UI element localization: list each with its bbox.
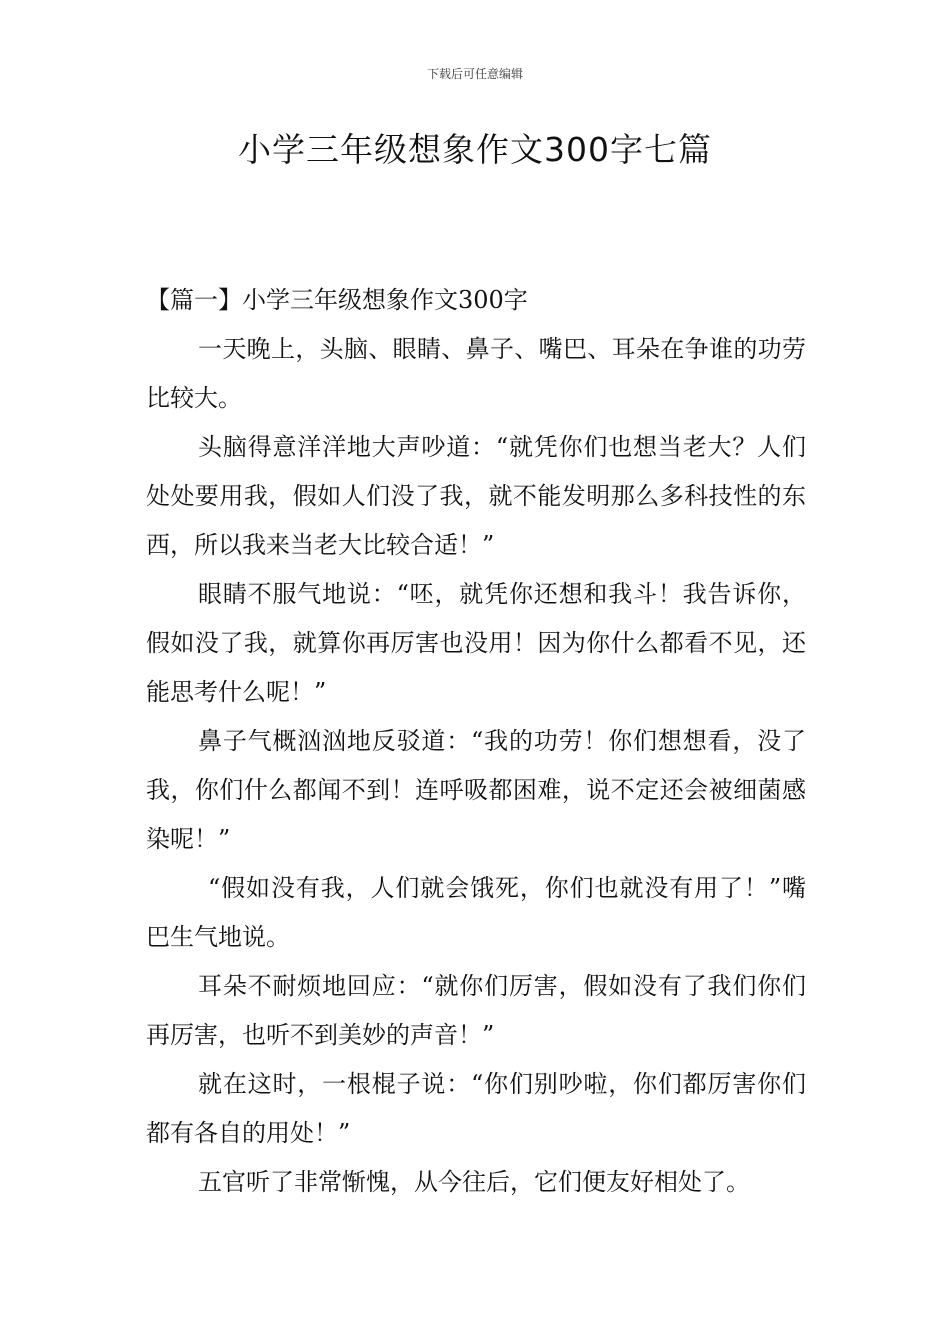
- paragraph: 一天晚上，头脑、眼睛、鼻子、嘴巴、耳朵在争谁的功劳比较大。: [146, 335, 806, 412]
- section-heading: 【篇一】小学三年级想象作文300字: [146, 286, 528, 314]
- header-note: 下载后可任意编辑: [426, 67, 523, 81]
- article-body: [146, 276, 806, 1207]
- paragraph: 鼻子气概汹汹地反驳道：“我的功劳！你们想想看，没了我，你们什么都闻不到！连呼吸都困难，说不定还会被细菌感染呢！”: [146, 727, 806, 853]
- document-title: 小学三年级想象作文300字七篇: [238, 130, 712, 169]
- paragraph: “假如没有我，人们就会饿死，你们也就没有用了！”嘴巴生气地说。: [146, 874, 806, 951]
- paragraph: 就在这时，一根棍子说：“你们别吵啦，你们都厉害你们都有各自的用处！”: [146, 1070, 806, 1147]
- paragraph: 耳朵不耐烦地回应：“就你们厉害，假如没有了我们你们再厉害，也听不到美妙的声音！”: [146, 972, 806, 1049]
- paragraph: 眼睛不服气地说：“呸，就凭你还想和我斗！我告诉你，假如没了我，就算你再厉害也没用！因为你什么都看不见，还能思考什么呢！”: [146, 580, 806, 706]
- paragraph: 五官听了非常惭愧，从今往后，它们便友好相处了。: [198, 1168, 750, 1196]
- paragraph: 头脑得意洋洋地大声吵道：“就凭你们也想当老大？人们处处要用我，假如人们没了我，就不能发明那么多科技性的东西，所以我来当老大比较合适！”: [146, 433, 806, 559]
